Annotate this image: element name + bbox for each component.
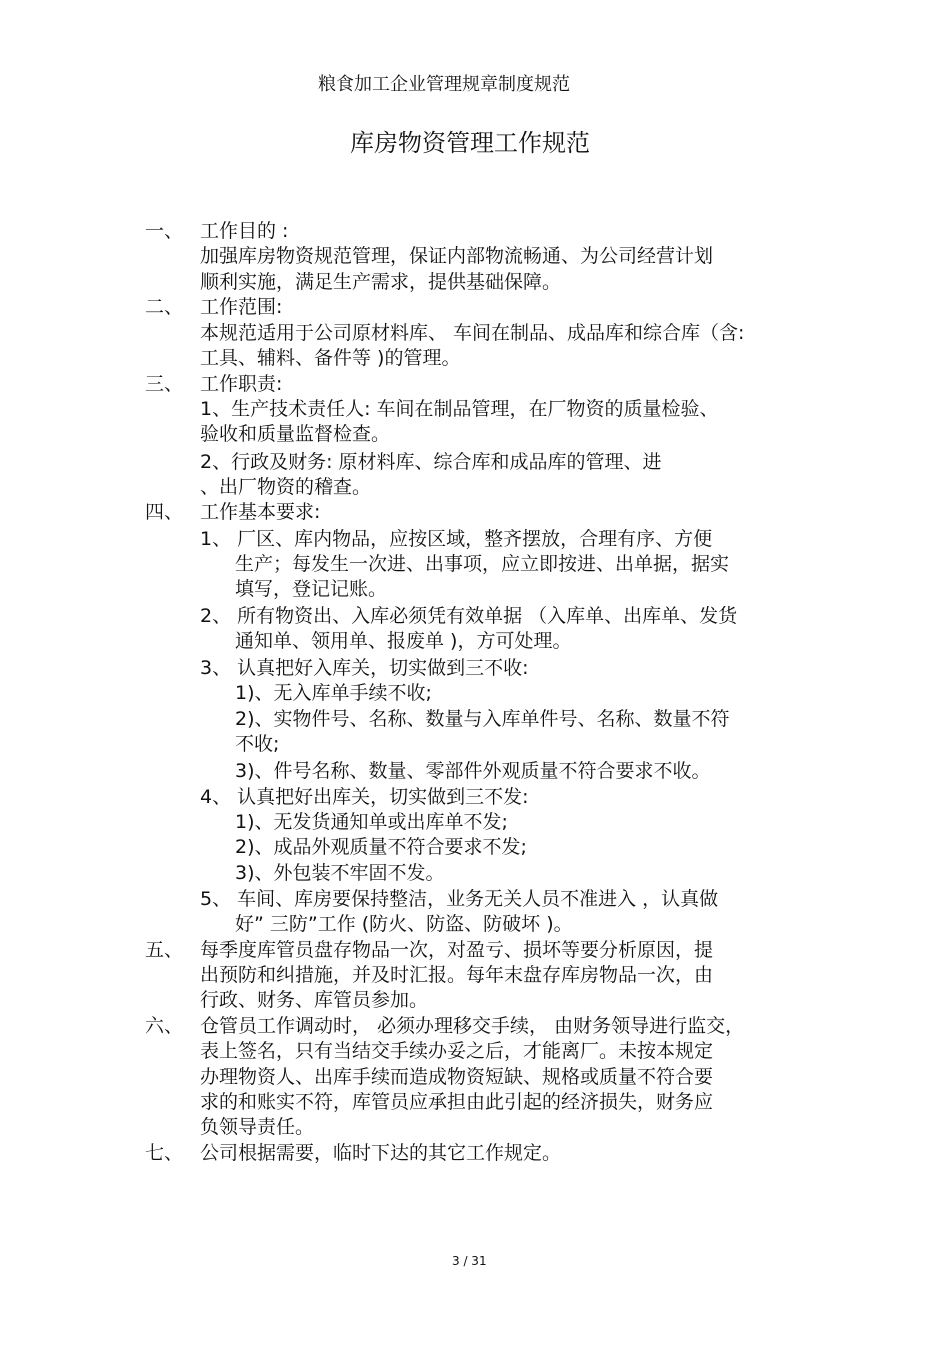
section-number: 七、: [145, 1142, 184, 1164]
sub-item: 2)、实物件号、名称、数量与入库单件号、名称、数量不符: [235, 708, 730, 730]
section-text: 公司根据需要，临时下达的其它工作规定。: [200, 1142, 562, 1164]
section-text: 每季度库管员盘存物品一次，对盈亏、损坏等要分析原因，提: [200, 939, 714, 961]
section-number: 四、: [145, 501, 184, 523]
body-line: 加强库房物资规范管理，保证内部物流畅通、为公司经营计划: [200, 245, 714, 267]
list-item: 2、 所有物资出、入库必须凭有效单据 （入库单、出库单、发货: [200, 605, 738, 627]
body-line: 不收;: [235, 733, 280, 755]
body-line: 通知单、领用单、报废单 )，方可处理。: [235, 630, 572, 652]
section-number: 六、: [145, 1015, 184, 1037]
body-line: 填写，登记记账。: [235, 578, 388, 600]
body-line: 1、生产技术责任人: 车间在制品管理，在厂物资的质量检验、: [200, 398, 719, 420]
sub-item: 2)、成品外观质量不符合要求不发;: [235, 836, 527, 858]
body-line: 求的和账实不符，库管员应承担由此引起的经济损失，财务应: [200, 1091, 714, 1113]
section-text: 仓管员工作调动时， 必须办理移交手续， 由财务领导进行监交，: [200, 1015, 745, 1037]
sub-item: 1)、无发货通知单或出库单不发;: [235, 811, 508, 833]
list-item: 1、 厂区、库内物品，应按区域，整齐摆放，合理有序、方便: [200, 528, 713, 550]
sub-item: 1)、无入库单手续不收;: [235, 682, 432, 704]
section-heading: 工作范围:: [200, 296, 283, 318]
body-line: 表上签名，只有当结交手续办妥之后，才能离厂。未按本规定: [200, 1040, 714, 1062]
section-heading: 工作职责:: [200, 373, 283, 395]
section-number: 二、: [145, 296, 184, 318]
document-title: 库房物资管理工作规范: [350, 129, 590, 157]
sub-item: 3)、外包装不牢固不发。: [235, 862, 445, 884]
list-item: 4、 认真把好出库关，切实做到三不发:: [200, 786, 529, 808]
body-line: 顺利实施，满足生产需求，提供基础保障。: [200, 271, 562, 293]
body-line: 好” 三防”工作 (防火、防盗、防破坏 )。: [235, 913, 573, 935]
body-line: 2、行政及财务: 原材料库、综合库和成品库的管理、进: [200, 451, 662, 473]
body-line: 验收和质量监督检查。: [200, 423, 391, 445]
body-line: 负领导责任。: [200, 1116, 315, 1138]
body-line: 办理物资人、出库手续而造成物资短缺、规格或质量不符合要: [200, 1066, 714, 1088]
body-line: 工具、辅料、备件等 )的管理。: [200, 347, 461, 369]
body-line: 生产；每发生一次进、出事项，应立即按进、出单据，据实: [235, 553, 730, 575]
page-number: 3 / 31: [452, 1254, 487, 1268]
body-line: 出预防和纠措施，并及时汇报。每年末盘存库房物品一次，由: [200, 964, 714, 986]
section-heading: 工作目的 :: [200, 220, 289, 242]
list-item: 5、 车间、库房要保持整洁，业务无关人员不准进入 ，认真做: [200, 888, 719, 910]
list-item: 3、 认真把好入库关，切实做到三不收:: [200, 657, 529, 679]
sub-item: 3)、件号名称、数量、零部件外观质量不符合要求不收。: [235, 760, 711, 782]
section-number: 一、: [145, 220, 184, 242]
section-number: 五、: [145, 939, 184, 961]
section-heading: 工作基本要求:: [200, 501, 321, 523]
body-line: 本规范适用于公司原材料库、 车间在制品、成品库和综合库（含:: [200, 322, 745, 344]
body-line: 、出厂物资的稽查。: [200, 476, 372, 498]
running-header: 粮食加工企业管理规章制度规范: [318, 74, 570, 95]
body-line: 行政、财务、库管员参加。: [200, 989, 429, 1011]
section-number: 三、: [145, 373, 184, 395]
